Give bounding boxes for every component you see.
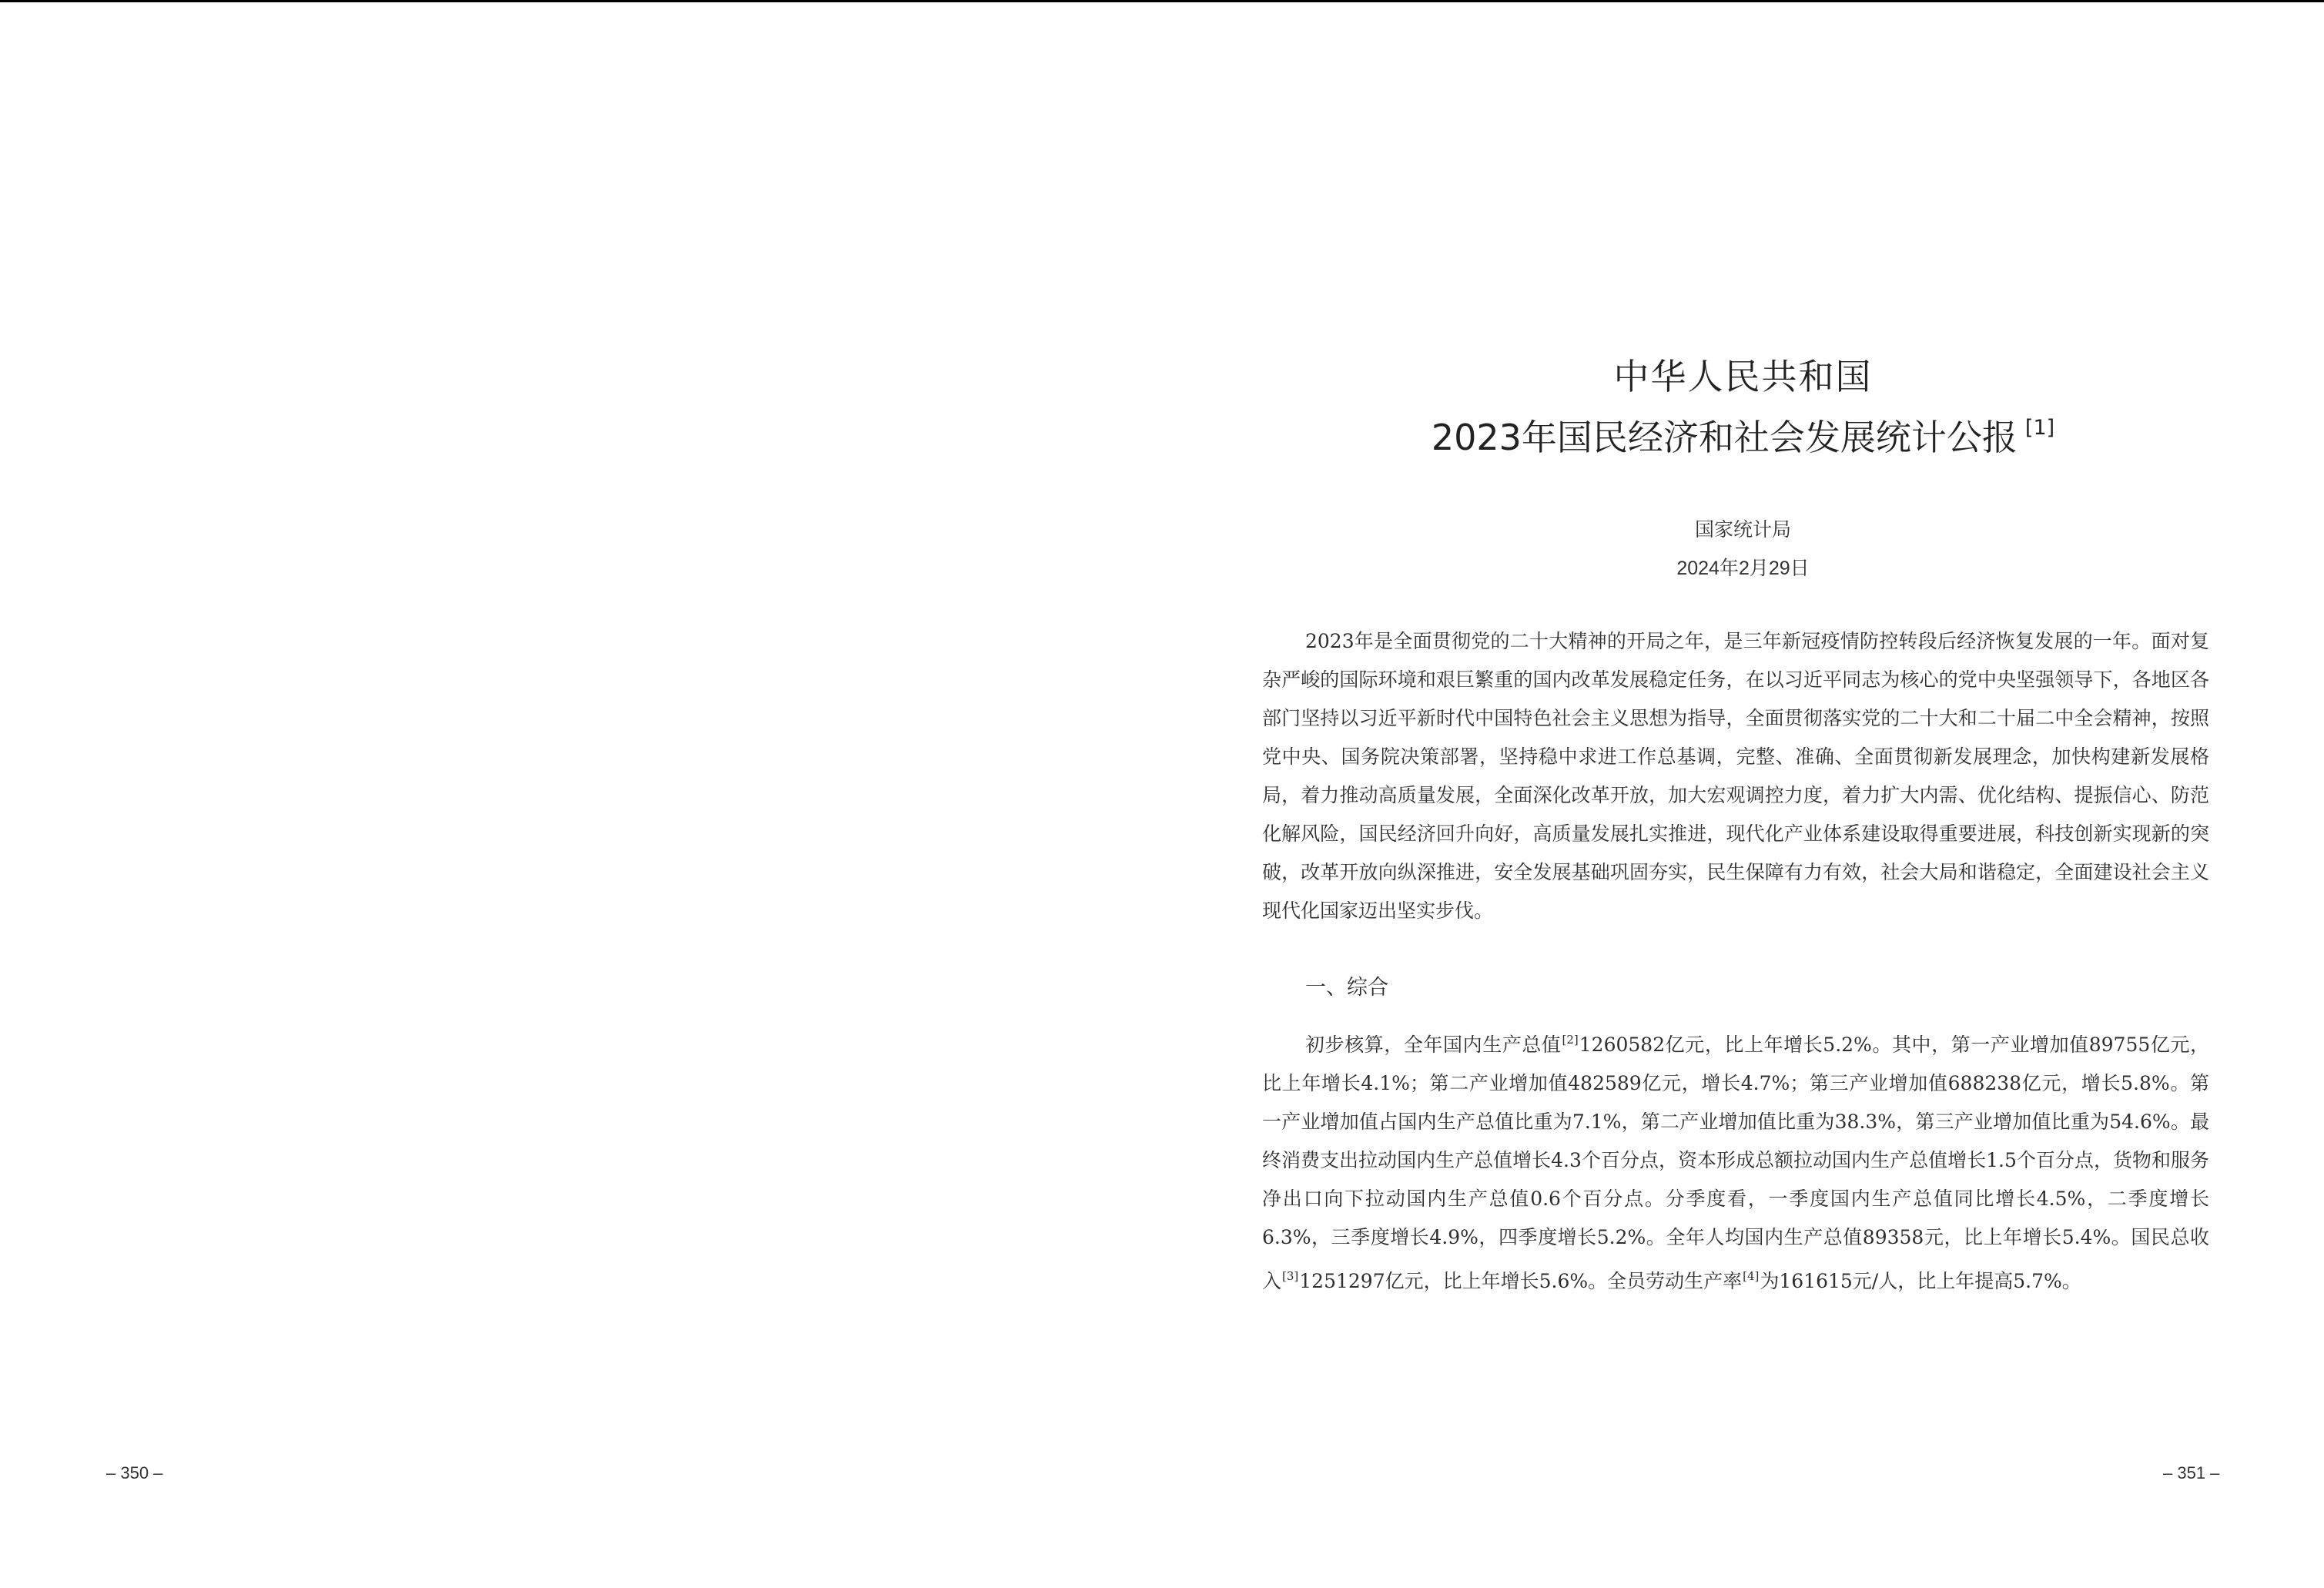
overview-text-2: 1260582亿元，比上年增长5.2%。其中，第一产业增加值89755亿元，比上年增长4.1%；第二产业增加值482589亿元，增长4.7%；第三产业增加值688238亿元，增长5.8%。第一产业增加值占国内生产总值比重为7.1%，第二产业增加值比重为38.3%，第三产业增加值比重为54.6%。最终消费支出拉动国内生产总值增长4.3个百分点，资本形成总额拉动国内生产总值增长1.5个百分点，货物和服务净出口向下拉动国内生产总值0.6个百分点。分季度看，一季度国内生产总值同比增长4.5%，二季度增长6.3%，三季度增长4.9%，四季度增长5.2%。全年人均国内生产总值89358元，比上年增长5.4%。国民总收入: [1262, 1034, 2209, 1292]
overview-text-3: 1251297亿元，比上年增长5.6%。全员劳动生产率: [1299, 1270, 1743, 1292]
intro-paragraph: 2023年是全面贯彻党的二十大精神的开局之年，是三年新冠疫情防控转段后经济恢复发展的一年。面对复杂严峻的国际环境和艰巨繁重的国内改革发展稳定任务，在以习近平同志为核心的党中央坚强领导下，各地区各部门坚持以习近平新时代中国特色社会主义思想为指导，全面贯彻落实党的二十大和二十届二中全会精神，按照党中央、国务院决策部署，坚持稳中求进工作总基调，完整、准确、全面贯彻新发展理念，加快构建新发展格局，着力推动高质量发展，全面深化改革开放，加大宏观调控力度，着力扩大内需、优化结构、提振信心、防范化解风险，国民经济回升向好，高质量发展扎实推进，现代化产业体系建设取得重要进展，科技创新实现新的突破，改革开放向纵深推进，安全发展基础巩固夯实，民生保障有力有效，社会大局和谐稳定，全面建设社会主义现代化国家迈出坚实步伐。: [1262, 630, 2209, 922]
title-line-2: [1162, 400, 2324, 465]
footnote-marker-4: [4]: [1743, 1269, 1760, 1283]
right-page: [1162, 2, 2324, 1588]
page-number-right: – 351 –: [2163, 1463, 2220, 1482]
left-page: [0, 2, 1162, 1588]
title-line-1: 中华人民共和国: [1613, 356, 1873, 397]
issue-date: 2024年2月29日: [1676, 558, 1810, 579]
footnote-marker-3: [3]: [1282, 1269, 1299, 1283]
overview-text-1: 初步核算，全年国内生产总值: [1305, 1034, 1562, 1056]
overview-text-4: 为161615元/人，比上年提高5.7%。: [1760, 1270, 2081, 1292]
overview-paragraph: [1262, 1020, 2209, 1301]
section-heading: 一、综合: [1305, 976, 1388, 1000]
page-number-left: – 350 –: [106, 1463, 163, 1482]
issuer-block: [1162, 511, 2324, 588]
report-title: [1162, 353, 2324, 465]
title-footnote-marker: [1]: [2024, 416, 2055, 440]
footnote-marker-2: [2]: [1562, 1033, 1579, 1047]
issuer-name: 国家统计局: [1694, 518, 1791, 541]
title-line-2-text: 2023年国民经济和社会发展统计公报: [1431, 417, 2018, 458]
